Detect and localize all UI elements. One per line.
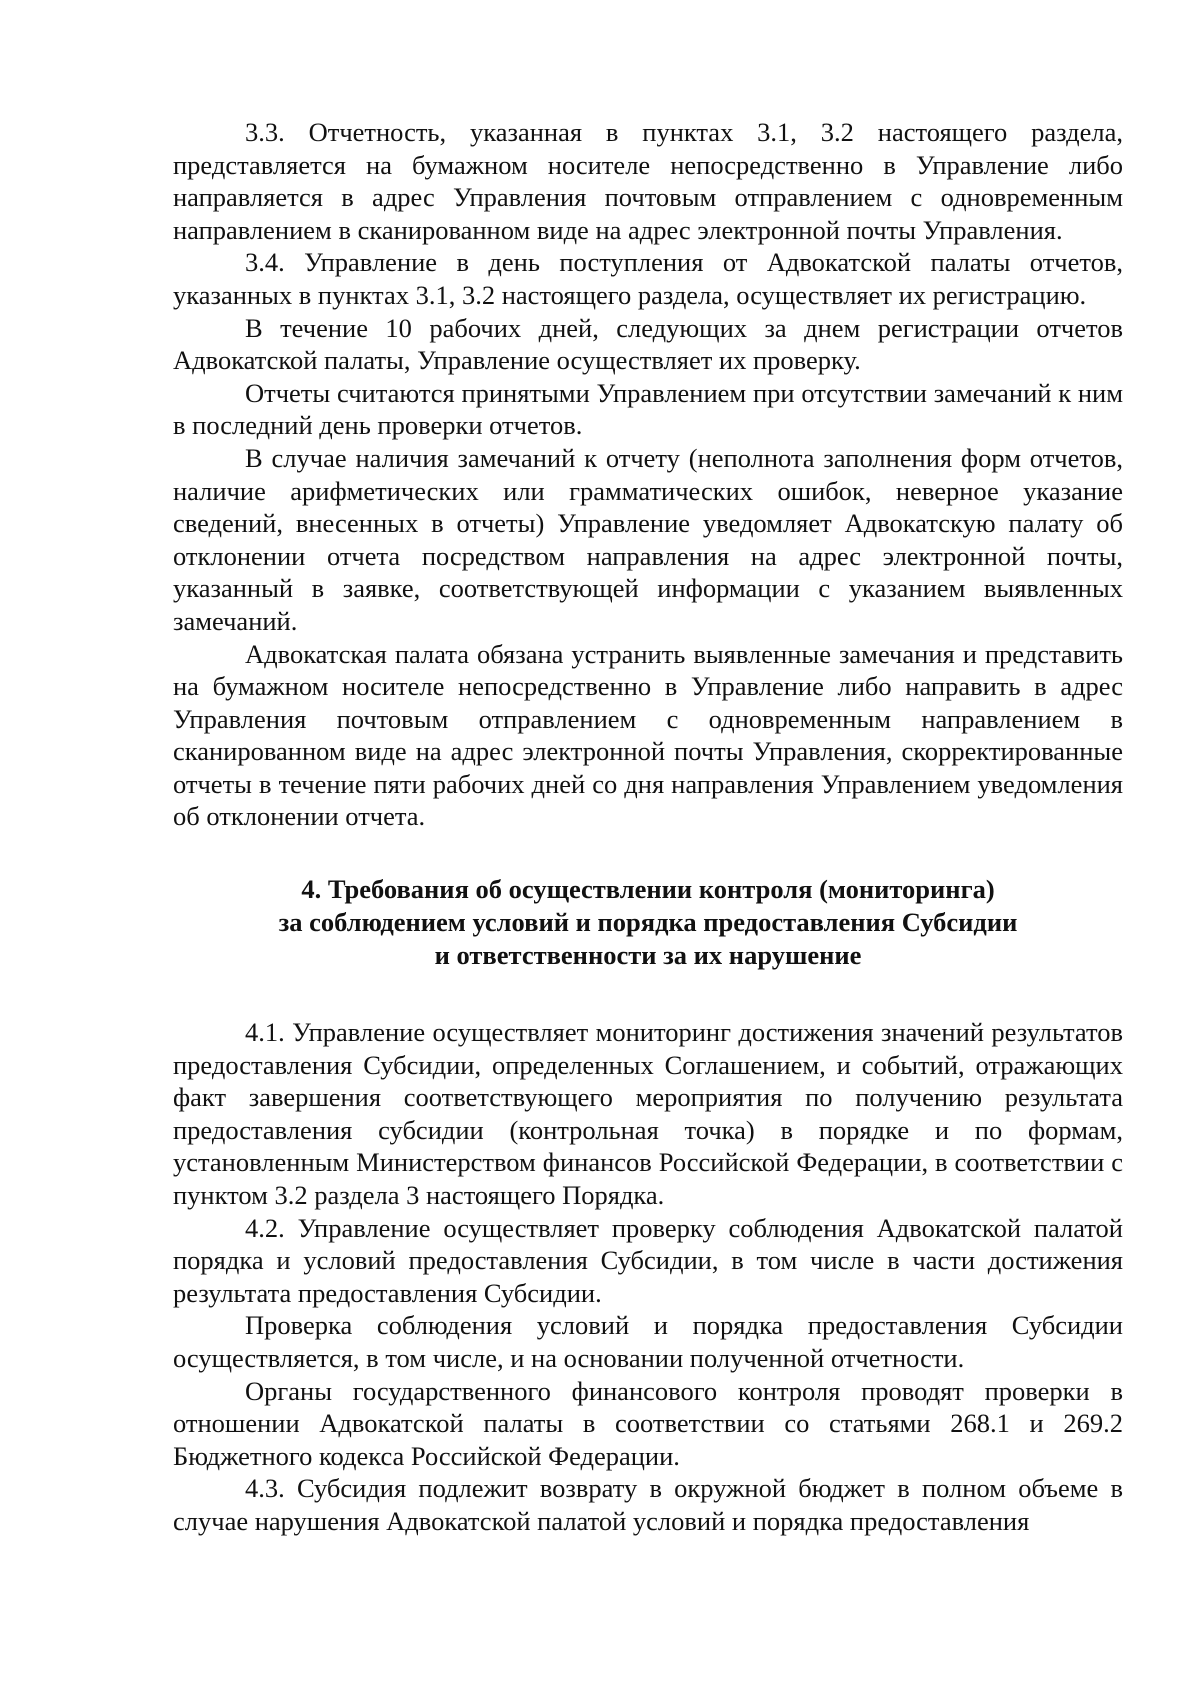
paragraph-3-3: 3.3. Отчетность, указанная в пунктах 3.1, 3.2 настоящего раздела, представляется на бумажном носителе непосредственно в Управление либо направляется в адрес Управления почтовым отправлением с одновременным направлением в сканированном виде на адрес электронной почты Управления. [173,117,1123,245]
section-4-heading-line-2: за соблюдением условий и порядка предоставления Субсидии [278,907,1018,938]
paragraph-4-1: 4.1. Управление осуществляет мониторинг достижения значений результатов предоставления Субсидии, определенных Соглашением, и событий, отражающих факт завершения соответствующего мероприятия по получению результата предоставления субсидии (контрольная точка) в порядке и по формам, установленным Министерством финансов Российской Федерации, в соответствии с пунктом 3.2 раздела 3 настоящего Порядка. [173,1017,1123,1211]
section-4-heading-line-3: и ответственности за их нарушение [434,940,862,971]
paragraph-compliance-check: Проверка соблюдения условий и порядка предоставления Субсидии осуществляется, в том числе, и на основании полученной отчетности. [173,1310,1123,1373]
paragraph-reports-accepted: Отчеты считаются принятыми Управлением при отсутствии замечаний к ним в последний день проверки отчетов. [173,377,1123,441]
paragraph-remarks-notification: В случае наличия замечаний к отчету (неполнота заполнения форм отчетов, наличие арифметических или грамматических ошибок, неверное указание сведений, внесенных в отчеты) Управление уведомляет Адвокатскую палату об отклонении отчета посредством направления на адрес электронной почты, указанный в заявке, соответствующей информации с указанием выявленных замечаний. [173,442,1123,636]
paragraph-4-2: 4.2. Управление осуществляет проверку соблюдения Адвокатской палатой порядка и условий предоставления Субсидии, в том числе в части достижения результата предоставления Субсидии. [173,1212,1123,1308]
paragraph-review-period: В течение 10 рабочих дней, следующих за днем регистрации отчетов Адвокатской палаты, Управление осуществляет их проверку. [173,312,1123,376]
section-4-heading-line-1: 4. Требования об осуществлении контроля (мониторинга) [301,874,995,905]
paragraph-4-3: 4.3. Субсидия подлежит возврату в окружной бюджет в полном объеме в случае нарушения Адвокатской палатой условий и порядка предоставления [173,1473,1123,1536]
paragraph-remarks-correction: Адвокатская палата обязана устранить выявленные замечания и представить на бумажном носителе непосредственно в Управление либо направить в адрес Управления почтовым отправлением с одновременным направлением в сканированном виде на адрес электронной почты Управления, скорректированные отчеты в течение пяти рабочих дней со дня направления Управлением уведомления об отклонении отчета. [173,638,1123,832]
document-page [173,116,1123,1538]
paragraph-state-financial-control: Органы государственного финансового контроля проводят проверки в отношении Адвокатской палаты в соответствии со статьями 268.1 и 269.2 Бюджетного кодекса Российской Федерации. [173,1375,1123,1471]
paragraph-3-4: 3.4. Управление в день поступления от Адвокатской палаты отчетов, указанных в пунктах 3.1, 3.2 настоящего раздела, осуществляет их регистрацию. [173,247,1123,310]
section-4-heading [173,873,1123,972]
